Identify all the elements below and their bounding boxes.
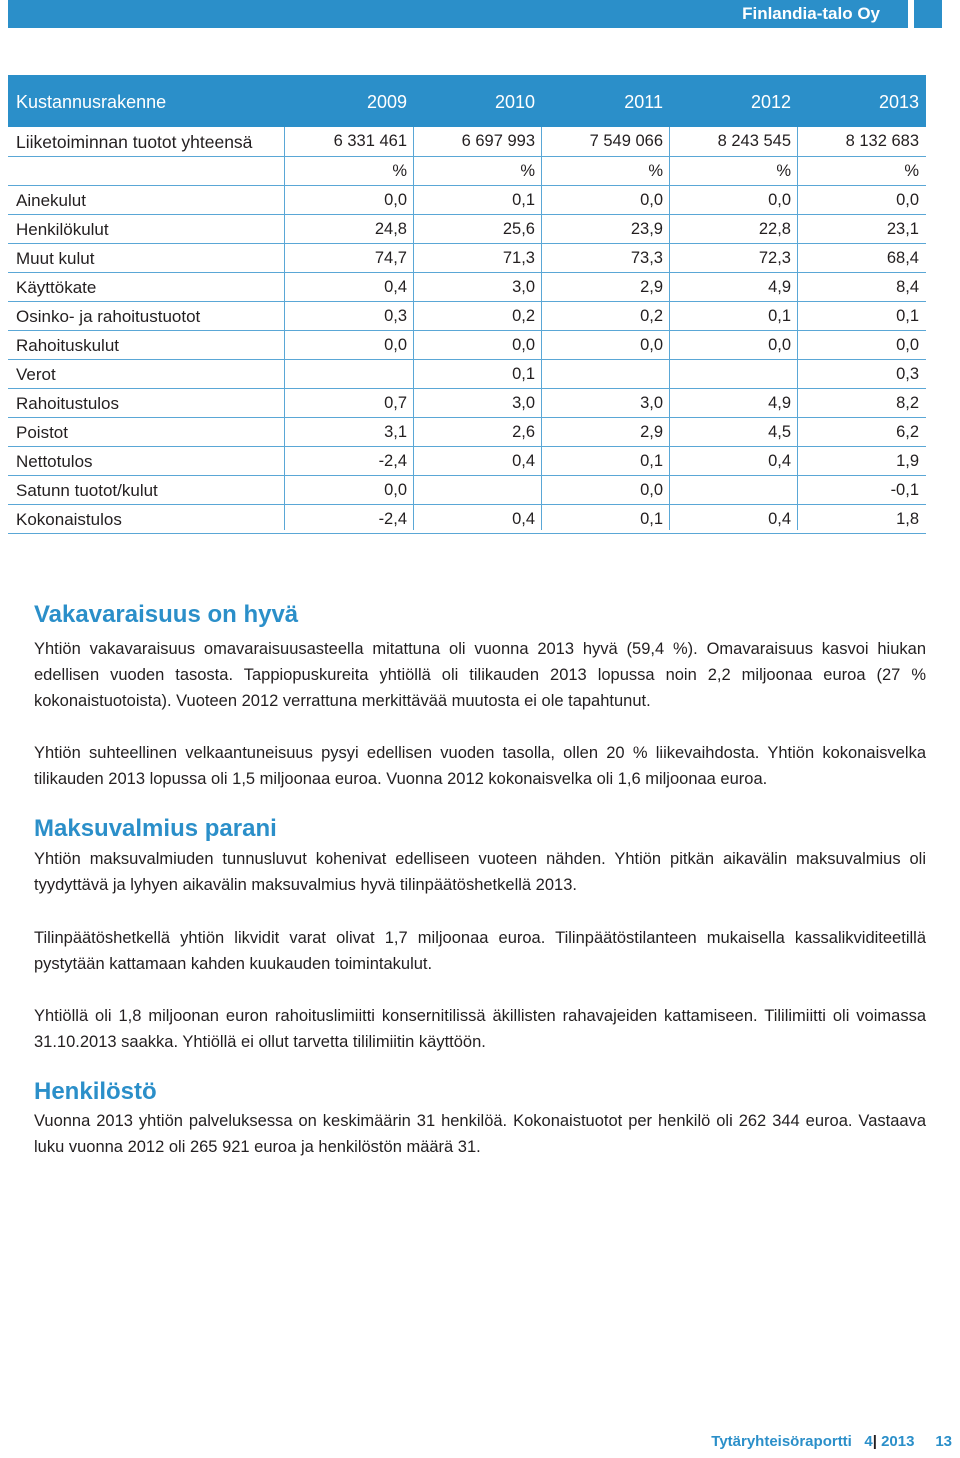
- table-row: [8, 389, 926, 418]
- cell: 1,8: [896, 510, 919, 528]
- cell: 3,0: [512, 394, 535, 412]
- cell: 22,8: [758, 220, 791, 238]
- cell: 8 243 545: [717, 132, 791, 150]
- cell: 0,1: [896, 307, 919, 325]
- cell: 73,3: [630, 249, 663, 267]
- cell: 2,6: [512, 423, 535, 441]
- cell: 6 331 461: [333, 132, 407, 150]
- cell: 4,9: [768, 394, 791, 412]
- page-footer: Tytäryhteisöraportti 4| 2013 13: [711, 1433, 952, 1450]
- table-row: [8, 302, 926, 331]
- section-heading-liquidity: Maksuvalmius parani: [34, 815, 277, 842]
- footer-report-name: Tytäryhteisöraportti: [711, 1433, 852, 1450]
- table-row: [8, 447, 926, 476]
- year-header: 2010: [494, 92, 535, 112]
- cell: %: [904, 162, 919, 180]
- cell: -2,4: [378, 510, 407, 528]
- year-header: 2012: [750, 92, 791, 112]
- cell: 74,7: [374, 249, 407, 267]
- table-row: [8, 360, 926, 389]
- row-label: Verot: [16, 365, 56, 384]
- cell: -2,4: [378, 452, 407, 470]
- year-header: 2013: [878, 92, 919, 112]
- section-heading-solvency: Vakavaraisuus on hyvä: [34, 601, 299, 628]
- cell: 23,9: [630, 220, 663, 238]
- row-label: Nettotulos: [16, 452, 93, 471]
- table-row: [8, 505, 926, 534]
- cell: 3,1: [384, 423, 407, 441]
- cell: 0,0: [640, 191, 663, 209]
- row-label: Henkilökulut: [16, 220, 109, 239]
- row-label: Rahoituskulut: [16, 336, 120, 355]
- paragraph: Yhtiöllä oli 1,8 miljoonan euron rahoituslimiitti konsernitilissä äkillisten rahavajeiden kattamiseen. Tililimiitti oli voimassa 31.10.2013 saakka. Yhtiöllä ei ollut tarvetta tililimiitin käyttöön.: [34, 1007, 926, 1051]
- cell: 8,4: [896, 278, 919, 296]
- cell: 4,5: [768, 423, 791, 441]
- cell: 8 132 683: [845, 132, 919, 150]
- company-title: Finlandia-talo Oy: [742, 4, 880, 23]
- cell: 0,4: [768, 510, 791, 528]
- cell: 24,8: [374, 220, 407, 238]
- footer-year: 2013: [881, 1433, 915, 1450]
- table-corner-label: Kustannusrakenne: [16, 92, 167, 112]
- cell: 0,1: [640, 452, 663, 470]
- row-label: Kokonaistulos: [16, 510, 122, 529]
- year-header: 2011: [624, 92, 663, 112]
- cell: 2,9: [640, 278, 663, 296]
- cell: 0,2: [640, 307, 663, 325]
- row-label: Poistot: [16, 423, 68, 442]
- cell: 25,6: [502, 220, 535, 238]
- cell: 1,9: [896, 452, 919, 470]
- cell: 7 549 066: [589, 132, 663, 150]
- table-row: [8, 273, 926, 302]
- cell: 0,0: [512, 336, 535, 354]
- header-band: [8, 0, 908, 28]
- row-label: Osinko- ja rahoitustuotot: [16, 307, 201, 326]
- cell: 3,0: [512, 278, 535, 296]
- table-row: [8, 331, 926, 360]
- section-heading-personnel: Henkilöstö: [34, 1078, 157, 1105]
- cell: 0,4: [512, 510, 535, 528]
- paragraph: Tilinpäätöshetkellä yhtiön likvidit varat olivat 1,7 miljoonaa euroa. Tilinpäätöstilanteen mukaisella kassalikviditeetillä pystytään kattamaan kahden kuukauden toimintakulut.: [34, 929, 926, 973]
- cell: 0,4: [768, 452, 791, 470]
- row-label: Käyttökate: [16, 278, 97, 297]
- cell: 0,7: [384, 394, 407, 412]
- paragraph: Yhtiön maksuvalmiuden tunnusluvut kohenivat edelliseen vuoteen nähden. Yhtiön pitkän aikavälin maksuvalmius oli tyydyttävä ja lyhyen aikavälin maksuvalmius hyvä tilinpäätöshetkellä 2013.: [34, 850, 926, 894]
- cell: 4,9: [768, 278, 791, 296]
- paragraph: Yhtiön suhteellinen velkaantuneisuus pysyi edellisen vuoden tasolla, ollen 20 % liikevaihdosta. Yhtiön kokonaisvelka tilikauden 2013 lopussa oli 1,5 miljoonaa euroa. Vuonna 2012 kokonaisvelka oli 1,6 miljoonaa euroa.: [34, 744, 926, 788]
- cell: 0,1: [512, 365, 535, 383]
- cell: 0,0: [384, 336, 407, 354]
- table-header: [8, 75, 926, 127]
- cell: -0,1: [890, 481, 919, 499]
- table-row: [8, 186, 926, 215]
- cell: 0,4: [512, 452, 535, 470]
- cell: 0,3: [896, 365, 919, 383]
- cell: 0,1: [640, 510, 663, 528]
- cell: 6,2: [896, 423, 919, 441]
- year-header: 2009: [366, 92, 407, 112]
- cell: 3,0: [640, 394, 663, 412]
- table-row: [8, 157, 926, 186]
- paragraph: Yhtiön vakavaraisuus omavaraisuusasteella mitattuna oli vuonna 2013 hyvä (59,4 %). Omavaraisuus kasvoi hiukan edellisen vuoden tasosta. Tappiopuskureita yhtiöllä oli tilikauden 2013 lopussa noin 2,2 miljoonaa euroa (27 % kokonaistuotoista). Vuoteen 2012 verrattuna merkittävää muutosta ei ole tapahtunut.: [34, 640, 926, 710]
- cell: %: [648, 162, 663, 180]
- cell: 6 697 993: [461, 132, 535, 150]
- cell: 0,0: [384, 481, 407, 499]
- footer-issue: 4: [864, 1433, 873, 1450]
- cell: %: [776, 162, 791, 180]
- cell: 68,4: [886, 249, 919, 267]
- footer-page-number: 13: [935, 1433, 952, 1450]
- cell: 0,4: [384, 278, 407, 296]
- cell: 23,1: [886, 220, 919, 238]
- row-label: Muut kulut: [16, 249, 95, 268]
- cell: 0,0: [640, 336, 663, 354]
- cell: 2,9: [640, 423, 663, 441]
- table-row: [8, 244, 926, 273]
- cell: 0,1: [768, 307, 791, 325]
- cell: %: [520, 162, 535, 180]
- cell: 8,2: [896, 394, 919, 412]
- row-label: Liiketoiminnan tuotot yhteensä: [16, 132, 253, 152]
- cell: 0,0: [768, 336, 791, 354]
- cell: 0,0: [896, 336, 919, 354]
- row-label: Ainekulut: [16, 191, 86, 210]
- table-row: [8, 215, 926, 244]
- table-row: [8, 418, 926, 447]
- paragraph: Vuonna 2013 yhtiön palveluksessa on keskimäärin 31 henkilöä. Kokonaistuotot per henkilö oli 262 344 euroa. Vastaava luku vuonna 2012 oli 265 921 euroa ja henkilöstön määrä 31.: [34, 1112, 926, 1156]
- cell: 0,2: [512, 307, 535, 325]
- cell: 72,3: [758, 249, 791, 267]
- cell: 0,0: [768, 191, 791, 209]
- cell: %: [392, 162, 407, 180]
- cell: 71,3: [502, 249, 535, 267]
- table-row: [8, 476, 926, 505]
- table-row: [8, 127, 926, 157]
- cell: 0,3: [384, 307, 407, 325]
- cell: 0,1: [512, 191, 535, 209]
- row-label: Rahoitustulos: [16, 394, 120, 413]
- row-label: Satunn tuotot/kulut: [16, 481, 158, 500]
- cell: 0,0: [384, 191, 407, 209]
- cell: 0,0: [896, 191, 919, 209]
- header-tab-marker: [914, 0, 942, 28]
- cell: 0,0: [640, 481, 663, 499]
